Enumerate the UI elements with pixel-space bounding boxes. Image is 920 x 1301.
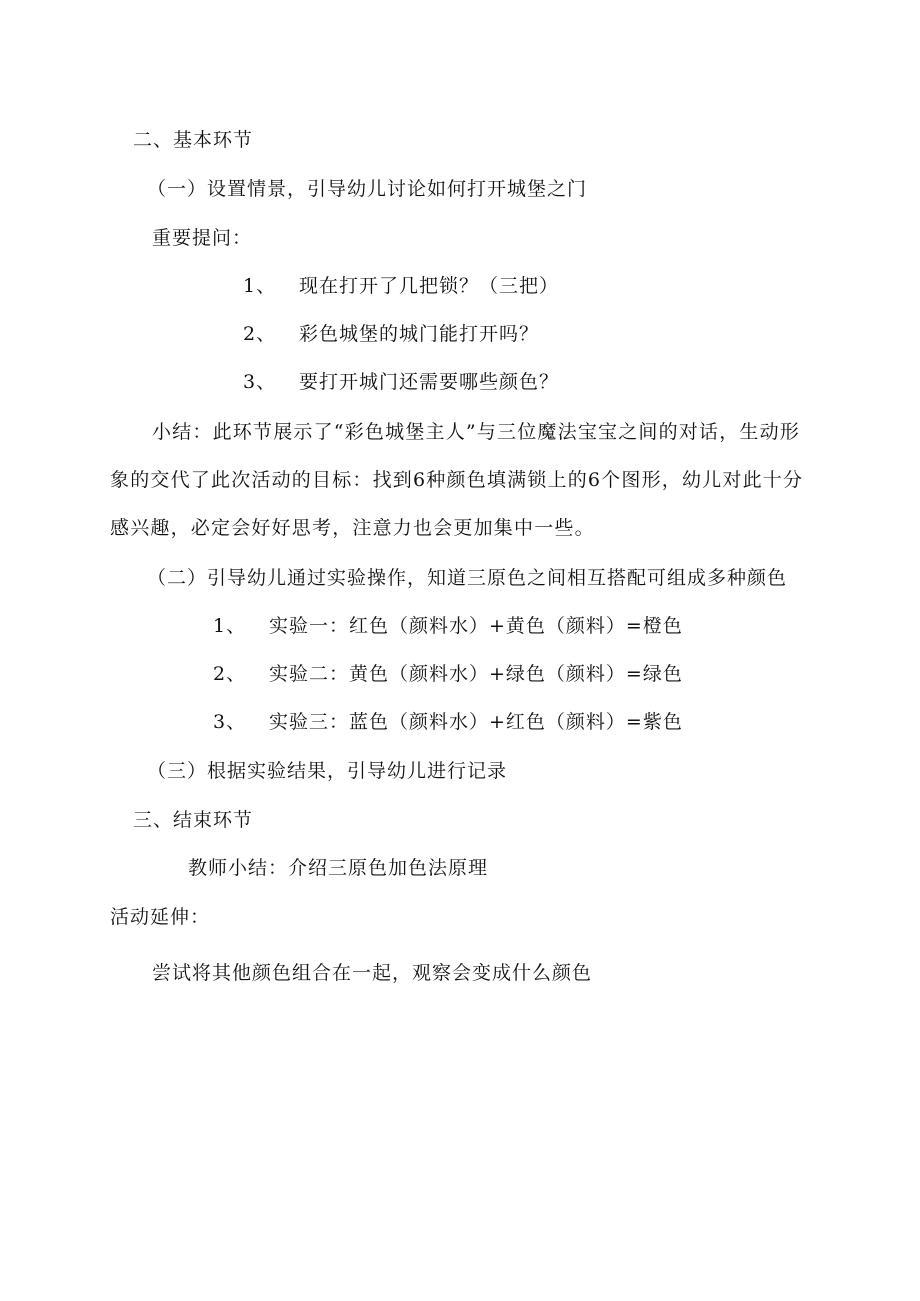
question-text: 彩色城堡的城门能打开吗？ (299, 323, 540, 345)
experiment-item (213, 710, 683, 734)
extension-label: 活动延伸： (110, 906, 211, 928)
summary-paragraph: 小结：此环节展示了“彩色城堡主人”与三位魔法宝宝之间的对话，生动形象的交代了此次活动的目标：找到6种颜色填满锁上的6个图形，幼儿对此十分感兴趣，必定会好好思考，注意力也会更加集中一些。 (110, 421, 804, 539)
question-text: 现在打开了几把锁？（三把） (299, 275, 560, 297)
experiment-number: 2、 (213, 663, 247, 685)
section-heading-basic: 二、基本环节 (133, 129, 254, 151)
key-questions-label: 重要提问： (152, 227, 253, 249)
part-heading-2: （二）引导幼儿通过实验操作，知道三原色之间相互搭配可组成多种颜色 (147, 567, 788, 589)
experiment-text: 实验一：红色（颜料水）+黄色（颜料）=橙色 (269, 615, 683, 637)
question-number: 1、 (243, 275, 277, 297)
question-number: 3、 (243, 371, 277, 393)
part-heading-1: （一）设置情景，引导幼儿讨论如何打开城堡之门 (147, 178, 588, 200)
section-heading-ending: 三、结束环节 (133, 809, 254, 831)
part-heading-3: （三）根据实验结果，引导幼儿进行记录 (147, 760, 508, 782)
question-number: 2、 (243, 323, 277, 345)
question-item (243, 274, 559, 298)
experiment-number: 3、 (213, 711, 247, 733)
question-item (243, 370, 559, 394)
experiment-number: 1、 (213, 615, 247, 637)
extension-text: 尝试将其他颜色组合在一起，观察会变成什么颜色 (152, 962, 593, 984)
teacher-summary: 教师小结：介绍三原色加色法原理 (188, 857, 489, 879)
question-text: 要打开城门还需要哪些颜色？ (299, 371, 560, 393)
experiment-item (213, 614, 683, 638)
question-item (243, 322, 539, 346)
experiment-text: 实验二：黄色（颜料水）+绿色（颜料）=绿色 (269, 663, 683, 685)
experiment-text: 实验三：蓝色（颜料水）+红色（颜料）=紫色 (269, 711, 683, 733)
experiment-item (213, 662, 683, 686)
